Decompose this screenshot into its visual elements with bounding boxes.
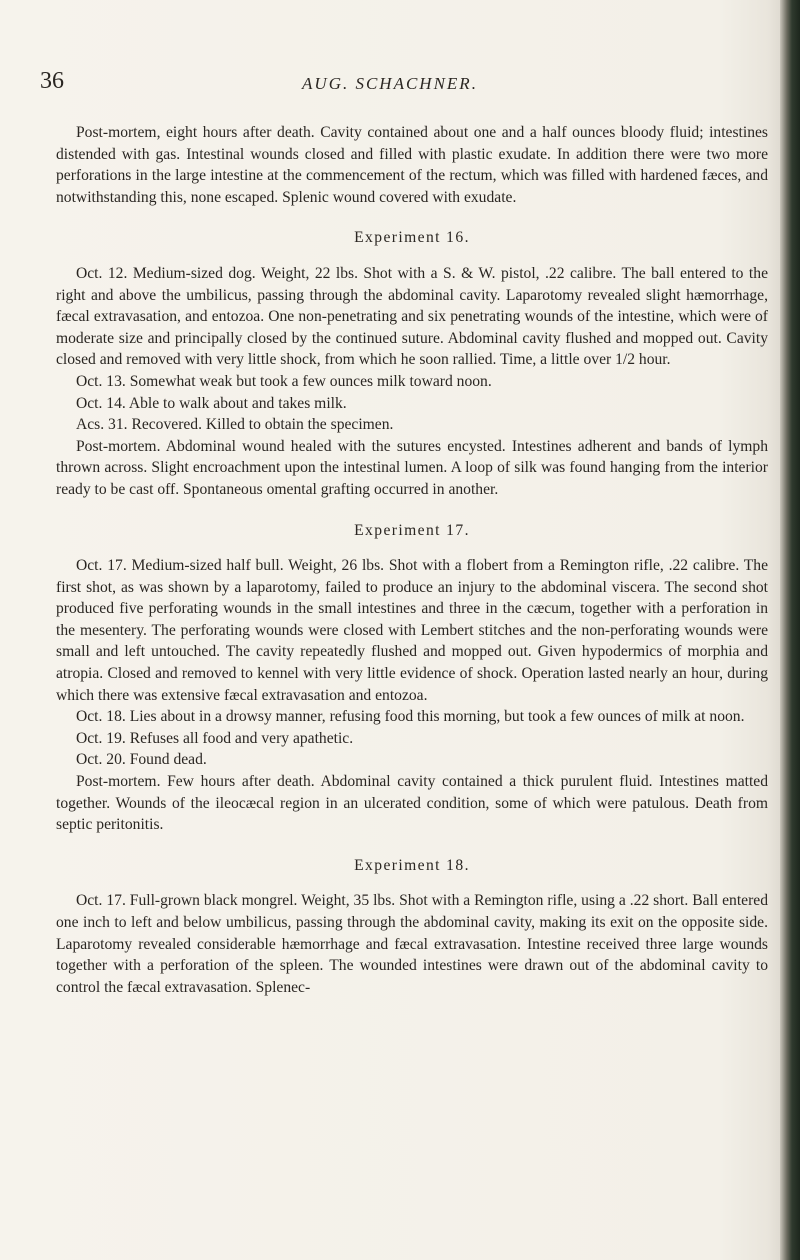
exp17-paragraph-5: Post-mortem. Few hours after death. Abdominal cavity contained a thick purulent fluid. Intestines matted together. Wounds of the ileocæcal region in an ulcerated condition, some of which were patulous. Death from septic peritonitis. — [56, 773, 768, 834]
experiment-16-heading: Experiment 16. — [354, 229, 470, 247]
exp16-paragraph-2: Oct. 13. Somewhat weak but took a few ounces milk toward noon. — [76, 372, 492, 390]
exp17-paragraph-3: Oct. 19. Refuses all food and very apathetic. — [76, 729, 354, 747]
page-header — [40, 62, 740, 102]
exp16-paragraph-3: Oct. 14. Able to walk about and takes milk. — [76, 394, 347, 412]
page-number: 36 — [40, 68, 64, 94]
page-body — [56, 122, 768, 998]
exp18-paragraph-1: Oct. 17. Full-grown black mongrel. Weight, 35 lbs. Shot with a Remington rifle, using a .22 short. Ball entered one inch to left and below umbilicus, passing through the abdominal cavity, making its exit on the opposite side. Laparotomy revealed considerable hæmorrhage and fæcal extravasation. Intestine received three large wounds together with a perforation of the spleen. The wounded intestines were drawn out of the abdominal cavity to control the fæcal extravasation. Splenec- — [56, 892, 768, 996]
running-title: AUG. SCHACHNER. — [302, 74, 478, 93]
exp17-paragraph-2: Oct. 18. Lies about in a drowsy manner, refusing food this morning, but took a few ounces of milk at noon. — [76, 708, 745, 726]
experiment-17-heading: Experiment 17. — [354, 521, 470, 539]
page-edge-shadow — [780, 0, 800, 1260]
exp16-paragraph-4: Acs. 31. Recovered. Killed to obtain the specimen. — [76, 416, 394, 434]
experiment-18-heading: Experiment 18. — [354, 856, 470, 874]
intro-paragraph: Post-mortem, eight hours after death. Cavity contained about one and a half ounces bloody fluid; intestines distended with gas. Intestinal wounds closed and filled with plastic exudate. In addition there were two more perforations in the large intestine at the commencement of the rectum, which was filled with hardened fæces, and notwithstanding this, none escaped. Splenic wound covered with exudate. — [56, 124, 768, 206]
exp17-paragraph-4: Oct. 20. Found dead. — [76, 751, 207, 769]
exp17-paragraph-1: Oct. 17. Medium-sized half bull. Weight, 26 lbs. Shot with a flobert from a Remington rifle, .22 calibre. The first shot, as was shown by a laparotomy, failed to produce an injury to the abdominal viscera. The second shot produced five perforating wounds in the small intestines and three in the cæcum, together with a perforation in the mesentery. The perforating wounds were closed with Lembert stitches and the non-perforating wounds were small and left untouched. The cavity repeatedly flushed and mopped out. Given hypodermics of morphia and atropia. Closed and removed to kennel with very little evidence of shock. Operation lasted nearly an hour, during which there was extensive fæcal extravasation and entozoa. — [56, 557, 768, 704]
exp16-paragraph-5: Post-mortem. Abdominal wound healed with the sutures encysted. Intestines adherent and bands of lymph thrown across. Slight encroachment upon the intestinal lumen. A loop of silk was found hanging from the interior ready to be cast off. Spontaneous omental grafting occurred in another. — [56, 437, 768, 498]
exp16-paragraph-1: Oct. 12. Medium-sized dog. Weight, 22 lbs. Shot with a S. & W. pistol, .22 calibre. The ball entered to the right and above the umbilicus, passing through the abdominal cavity. Laparotomy revealed slight hæmorrhage, fæcal extravasation, and entozoa. One non-penetrating and six penetrating wounds of the intestine, which were of moderate size and principally closed by the continued suture. Abdominal cavity flushed and mopped out. Cavity closed and removed with very little shock, from which he soon rallied. Time, a little over 1/2 hour. — [56, 264, 768, 369]
